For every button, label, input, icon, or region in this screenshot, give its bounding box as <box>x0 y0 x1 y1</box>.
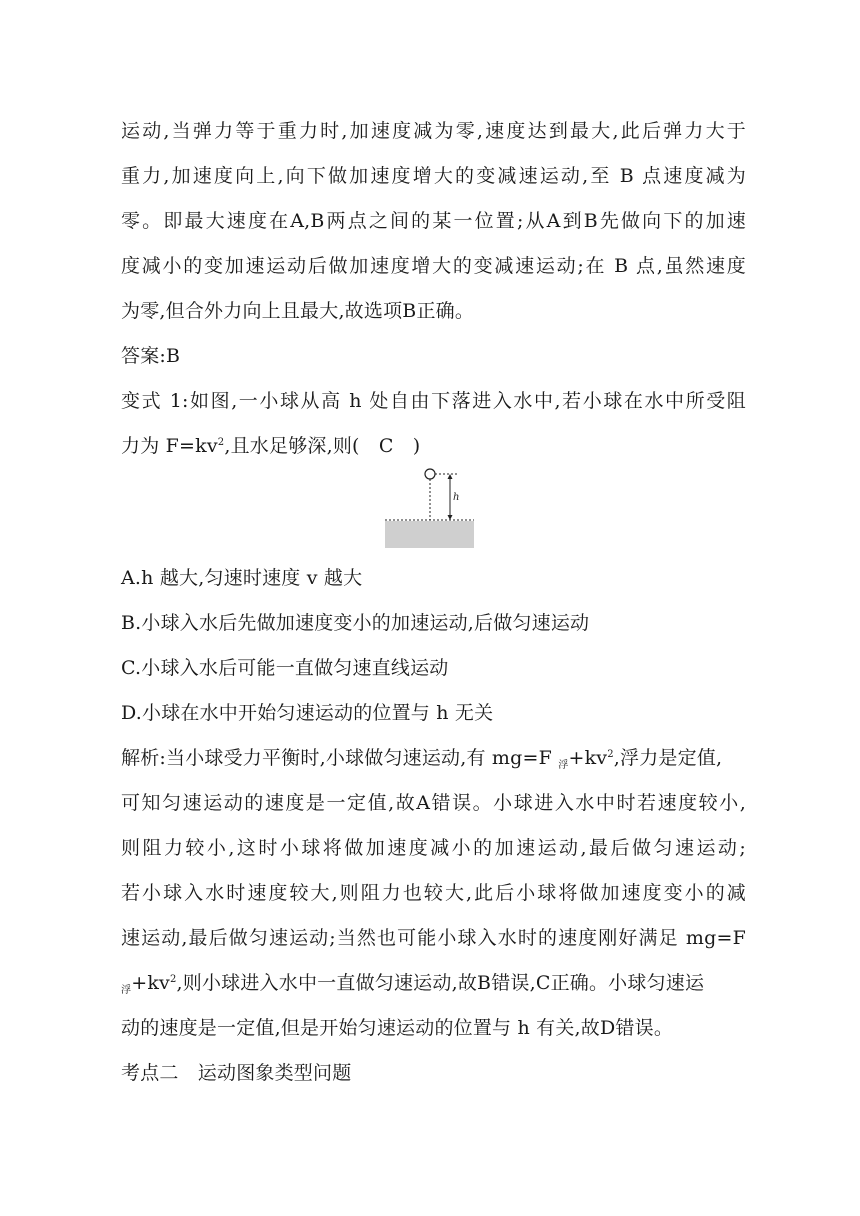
para-line-4: 度减小的变加速运动后做加速度增大的变减速运动;在 B 点,虽然速度 <box>121 255 746 277</box>
analysis-line-5: 速运动,最后做匀速运动;当然也可能小球入水时的速度刚好满足 mg=F <box>121 927 746 949</box>
analysis-line-3: 则阻力较小,这时小球将做加速度减小的加速运动,最后做匀速运动; <box>121 837 746 859</box>
variant-line-1: 变式 1:如图,一小球从高 h 处自由下落进入水中,若小球在水中所受阻 <box>121 390 746 412</box>
height-label: h <box>453 492 460 503</box>
analysis-line-7: 动的速度是一定值,但是开始匀速运动的位置与 h 有关,故D错误。 <box>121 1017 674 1039</box>
ball-water-figure <box>383 465 478 551</box>
analysis-line-2: 可知匀速运动的速度是一定值,故A错误。小球进入水中时若速度较小, <box>121 792 746 814</box>
para-line-3: 零。即最大速度在A,B两点之间的某一位置;从A到B先做向下的加速 <box>121 210 746 232</box>
analysis-line-4: 若小球入水时速度较大,则阻力也较大,此后小球将做加速度变小的减 <box>121 882 746 904</box>
option-a: A.h 越大,匀速时速度 v 越大 <box>121 567 363 589</box>
analysis-line-1: 解析:当小球受力平衡时,小球做匀速运动,有 mg=F $_浮+kv^2$,浮力是定值, <box>121 747 723 771</box>
ball-icon <box>425 469 435 479</box>
water-body <box>385 521 474 548</box>
height-arrow-bottom <box>448 515 453 520</box>
para-line-2: 重力,加速度向上,向下做加速度增大的变减速运动,至 B 点速度减为 <box>121 165 746 187</box>
para-line-1: 运动,当弹力等于重力时,加速度减为零,速度达到最大,此后弹力大于 <box>121 120 746 142</box>
option-b: B.小球入水后先做加速度变小的加速运动,后做匀速运动 <box>121 612 590 634</box>
option-d: D.小球在水中开始匀速运动的位置与 h 无关 <box>121 702 494 724</box>
para-line-5: 为零,但合外力向上且最大,故选项B正确。 <box>121 300 475 322</box>
analysis-line-6: $_浮+kv^2$,则小球进入水中一直做匀速运动,故B错误,C正确。小球匀速运 <box>121 972 705 996</box>
answer-line: 答案:B <box>121 345 181 367</box>
height-arrow-top <box>448 474 453 479</box>
option-c: C.小球入水后可能一直做匀速直线运动 <box>121 657 449 679</box>
section-heading: 考点二 运动图象类型问题 <box>121 1062 352 1084</box>
variant-line-2: 力为 $F=kv^2$,且水足够深,则( C ) <box>121 435 421 457</box>
